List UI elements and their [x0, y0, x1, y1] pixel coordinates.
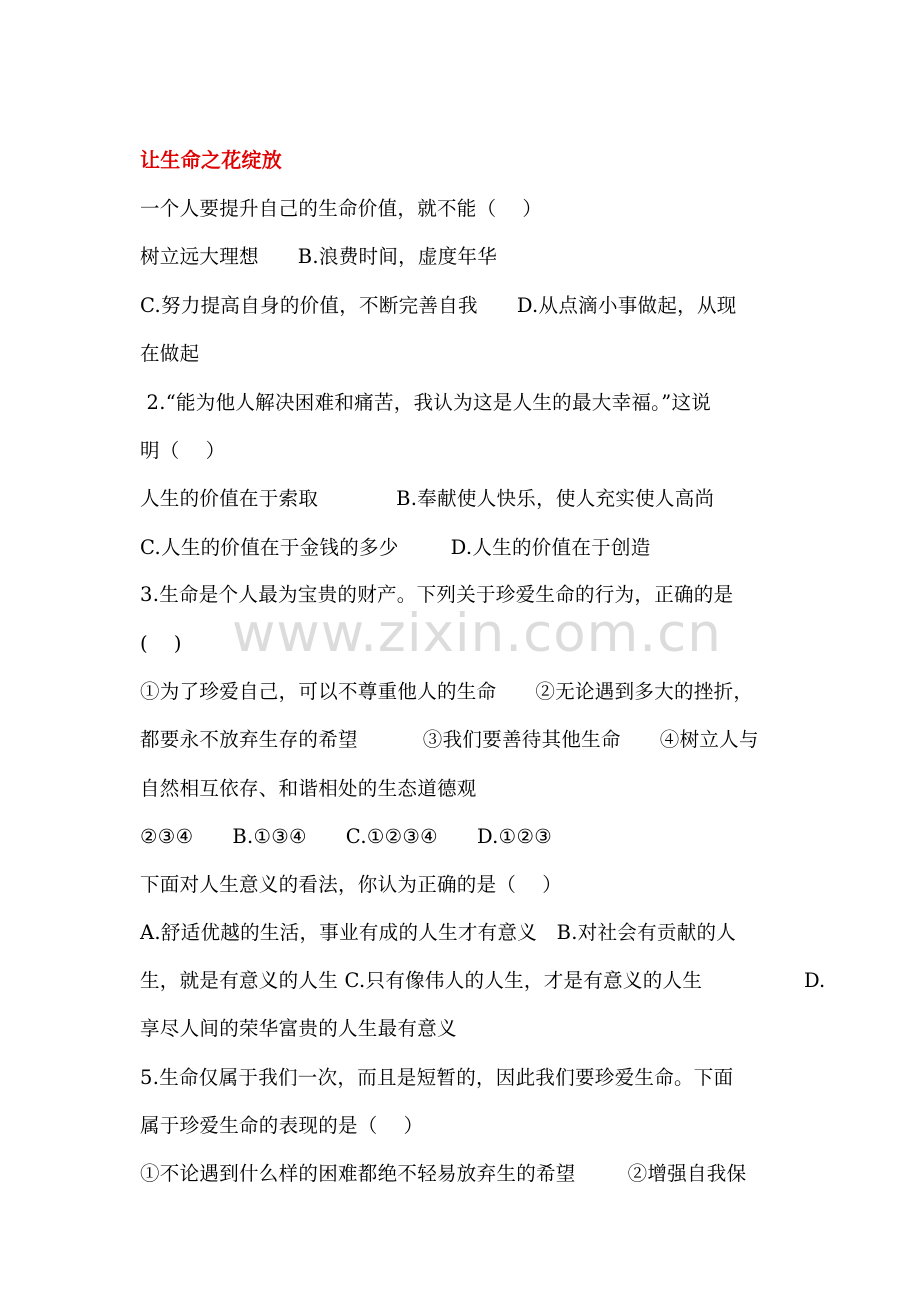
question-1-options-cont: 在做起	[140, 342, 200, 365]
watermark: www.zixin.com.cn	[232, 603, 722, 664]
question-1-stem: 一个人要提升自己的生命价值，就不能（ ）	[140, 197, 543, 220]
question-3-items-line-1: ①为了珍爱自己，可以不尊重他人的生命 ②无论遇到多大的挫折，	[140, 680, 754, 703]
question-3-stem-cont: ( )	[140, 632, 182, 655]
question-3-options: ②③④ B.①③④ C.①②③④ D.①②③	[140, 825, 553, 848]
question-2-stem: 2.“能为他人解决困难和痛苦，我认为这是人生的最大幸福。”这说	[140, 391, 712, 414]
question-2-options-cd: C.人生的价值在于金钱的多少 D.人生的价值在于创造	[140, 536, 651, 559]
question-2-stem-cont: 明（ ）	[140, 439, 226, 462]
question-1-options-ab: 树立远大理想 B.浪费时间，虚度年华	[140, 245, 498, 268]
question-1-options-cd: C.努力提高自身的价值，不断完善自我 D.从点滴小事做起，从现	[140, 294, 737, 317]
question-5-items-line-1: ①不论遇到什么样的困难都绝不轻易放弃生的希望 ②增强自我保	[140, 1162, 747, 1185]
question-3-stem: 3.生命是个人最为宝贵的财产。下列关于珍爱生命的行为，正确的是	[140, 583, 734, 606]
page-title: 让生命之花绽放	[140, 148, 283, 172]
question-4-option-d-label: D.	[804, 969, 826, 992]
question-5-stem: 5.生命仅属于我们一次，而且是短暂的，因此我们要珍爱生命。下面	[140, 1066, 734, 1089]
question-3-items-line-3: 自然相互依存、和谐相处的生态道德观	[140, 777, 477, 800]
question-5-stem-cont: 属于珍爱生命的表现的是（ ）	[140, 1114, 424, 1137]
question-4-stem: 下面对人生意义的看法，你认为正确的是（ ）	[140, 873, 562, 896]
question-4-options-line-2: 生，就是有意义的人生 C.只有像伟人的人生，才是有意义的人生	[140, 969, 703, 992]
question-4-options-line-3: 享尽人间的荣华富贵的人生最有意义	[140, 1017, 457, 1040]
question-2-options-ab: 人生的价值在于索取 B.奉献使人快乐，使人充实使人高尚	[140, 487, 715, 510]
question-3-items-line-2: 都要永不放弃生存的希望 ③我们要善待其他生命 ④树立人与	[140, 728, 759, 751]
question-4-options-line-1: A.舒适优越的生活，事业有成的人生才有意义 B.对社会有贡献的人	[140, 921, 737, 944]
